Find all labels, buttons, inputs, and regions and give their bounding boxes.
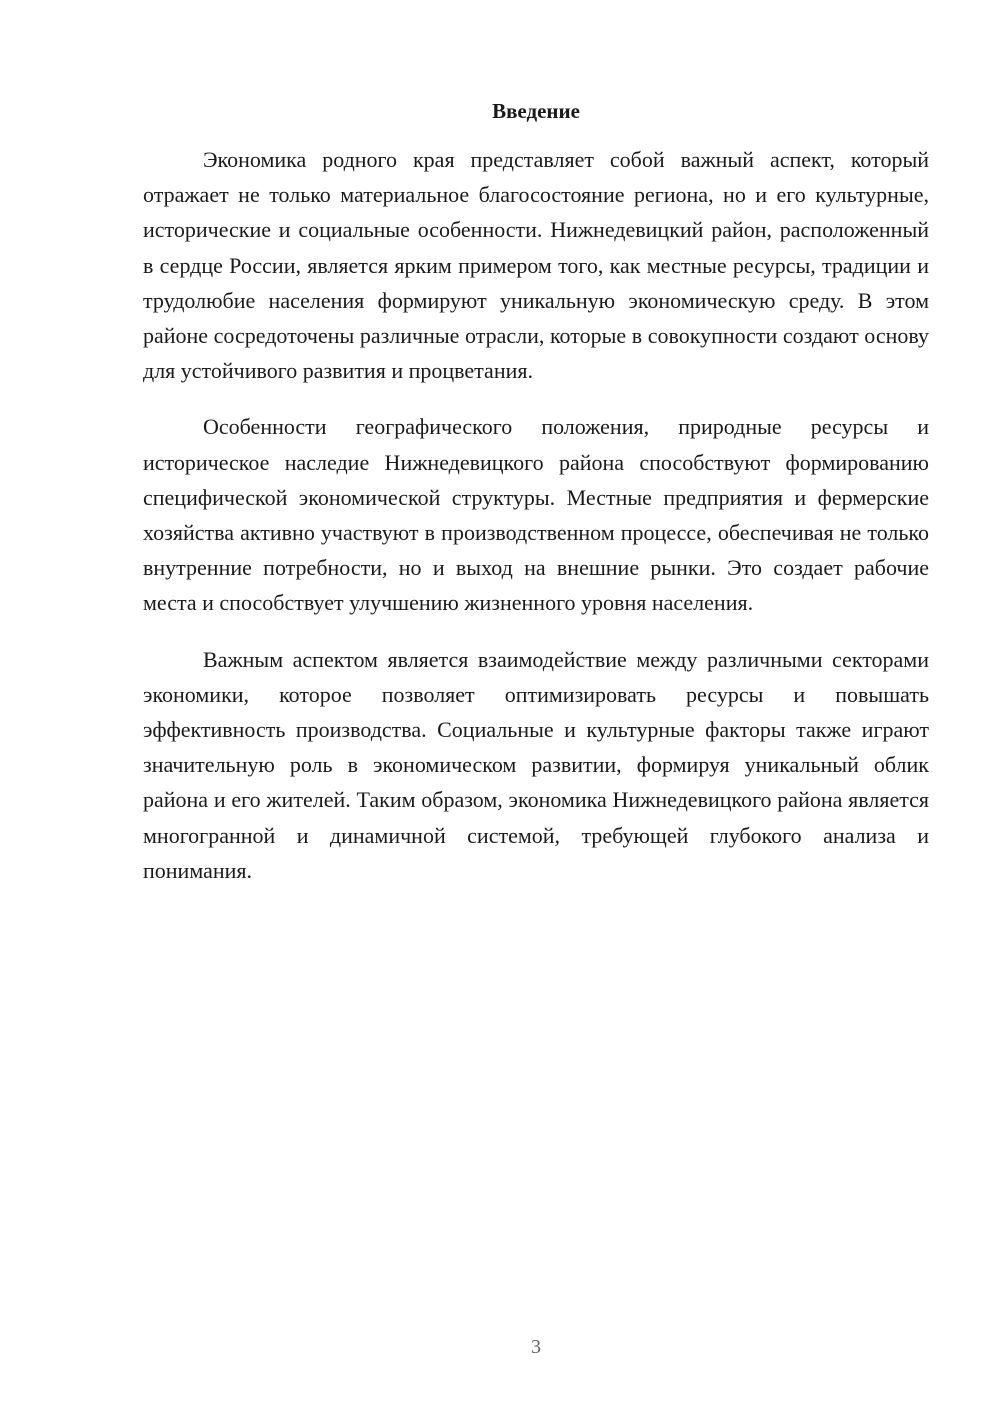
body-text [143, 142, 929, 909]
paragraph-2: Особенности географического положения, природные ресурсы и историческое наследие Нижнедевицкого района способствуют формированию специфической экономической структуры. Местные предприятия и фермерские хозяйства активно участвуют в производственном процессе, обеспечивая не только внутренние потребности, но и выход на внешние рынки. Это создает рабочие места и способствует улучшению жизненного уровня населения. [143, 414, 929, 616]
page-number: 3 [531, 1336, 541, 1358]
paragraph-1: Экономика родного края представляет собой важный аспект, который отражает не только материальное благосостояние региона, но и его культурные, исторические и социальные особенности. Нижнедевицкий район, расположенный в сердце России, является ярким примером того, как местные ресурсы, традиции и трудолюбие населения формируют уникальную экономическую среду. В этом районе сосредоточены различные отрасли, которые в совокупности создают основу для устойчивого развития и процветания. [143, 147, 929, 384]
section-heading: Введение [492, 99, 580, 123]
paragraph-3: Важным аспектом является взаимодействие между различными секторами экономики, которое позволяет оптимизировать ресурсы и повышать эффективность производства. Социальные и культурные факторы также играют значительную роль в экономическом развитии, формируя уникальный облик района и его жителей. Таким образом, экономика Нижнедевицкого района является многогранной и динамичной системой, требующей глубокого анализа и понимания. [143, 646, 929, 883]
